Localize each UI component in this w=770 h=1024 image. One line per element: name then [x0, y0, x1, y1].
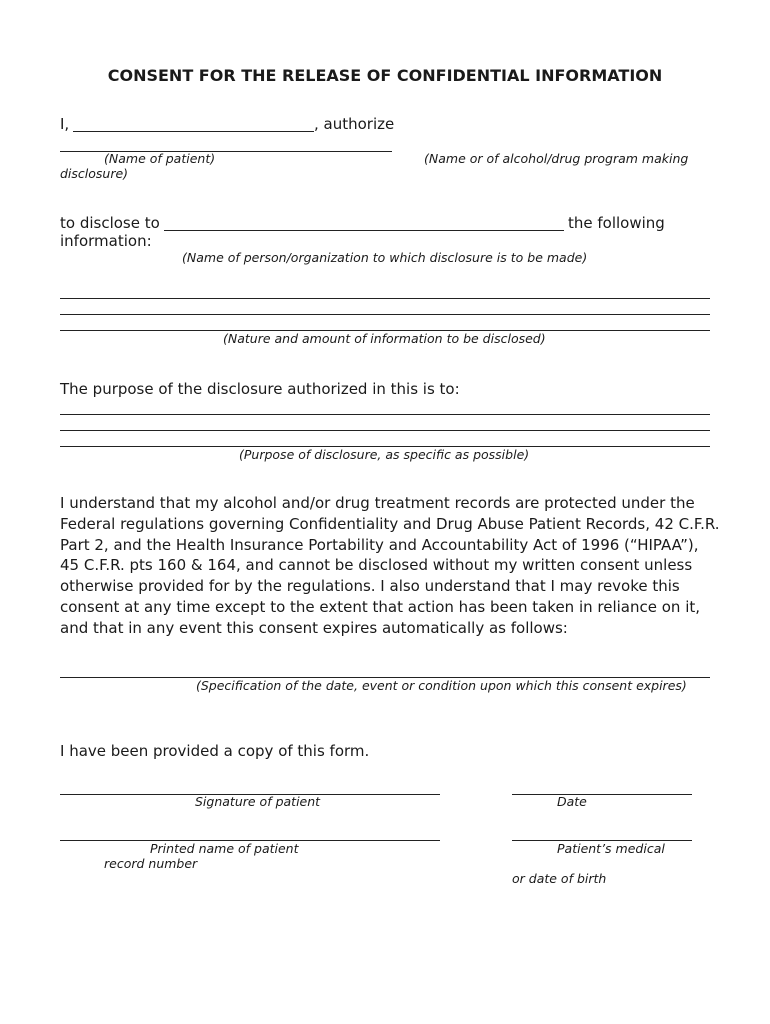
page-title: CONSENT FOR THE RELEASE OF CONFIDENTIAL INFORMATION [107, 66, 663, 85]
purpose-field-line-2[interactable] [60, 430, 710, 431]
date-of-birth-caption: or date of birth [512, 871, 607, 886]
disclose-prefix: to disclose to [60, 214, 160, 232]
date-caption: Date [557, 794, 587, 809]
program-name-caption: (Name or of alcohol/drug program making [424, 151, 689, 166]
patient-name-caption: (Name of patient) [104, 151, 216, 166]
signature-caption: Signature of patient [195, 794, 321, 809]
patient-name-field[interactable] [73, 131, 314, 132]
purpose-caption: (Purpose of disclosure, as specific as possible) [239, 447, 530, 462]
recipient-caption: (Name of person/organization to which disclosure is to be made) [182, 250, 588, 265]
medical-record-caption: Patient’s medical [557, 841, 665, 856]
purpose-field-line-1[interactable] [60, 414, 710, 415]
nature-field-line-1[interactable] [60, 298, 710, 299]
copy-statement: I have been provided a copy of this form. [60, 742, 370, 760]
nature-caption: (Nature and amount of information to be disclosed) [223, 331, 546, 346]
program-name-caption-cont: disclosure) [60, 166, 129, 181]
expiration-caption: (Specification of the date, event or condition upon which this consent expires) [196, 678, 687, 693]
nature-field-line-2[interactable] [60, 314, 710, 315]
disclose-suffix: the following [568, 214, 665, 232]
purpose-label: The purpose of the disclosure authorized in this is to: [60, 380, 460, 398]
recipient-name-field[interactable] [164, 230, 564, 231]
record-number-caption: record number [104, 856, 198, 871]
date-field[interactable] [512, 794, 692, 795]
consent-statement: I understand that my alcohol and/or drug treatment records are protected under the Federal regulations governing Confidentiality and Drug Abuse Patient Records, 42 C.F.R. Part 2, and the Health Insurance Portability and Accountability Act of 1996 (“HIPAA”), 45 C.F.R. pts 160 & 164, and cannot be disclosed without my written consent unless otherwise provided for by the regulations. I also understand that I may revoke this consent at any time except to the extent that action has been taken in reliance on it, and that in any event this consent expires automatically as follows: [60, 494, 720, 637]
printed-name-caption: Printed name of patient [150, 841, 299, 856]
authorize-suffix: , authorize [314, 115, 395, 133]
disclose-suffix-cont: information: [60, 232, 152, 250]
authorize-prefix: I, [60, 115, 70, 133]
